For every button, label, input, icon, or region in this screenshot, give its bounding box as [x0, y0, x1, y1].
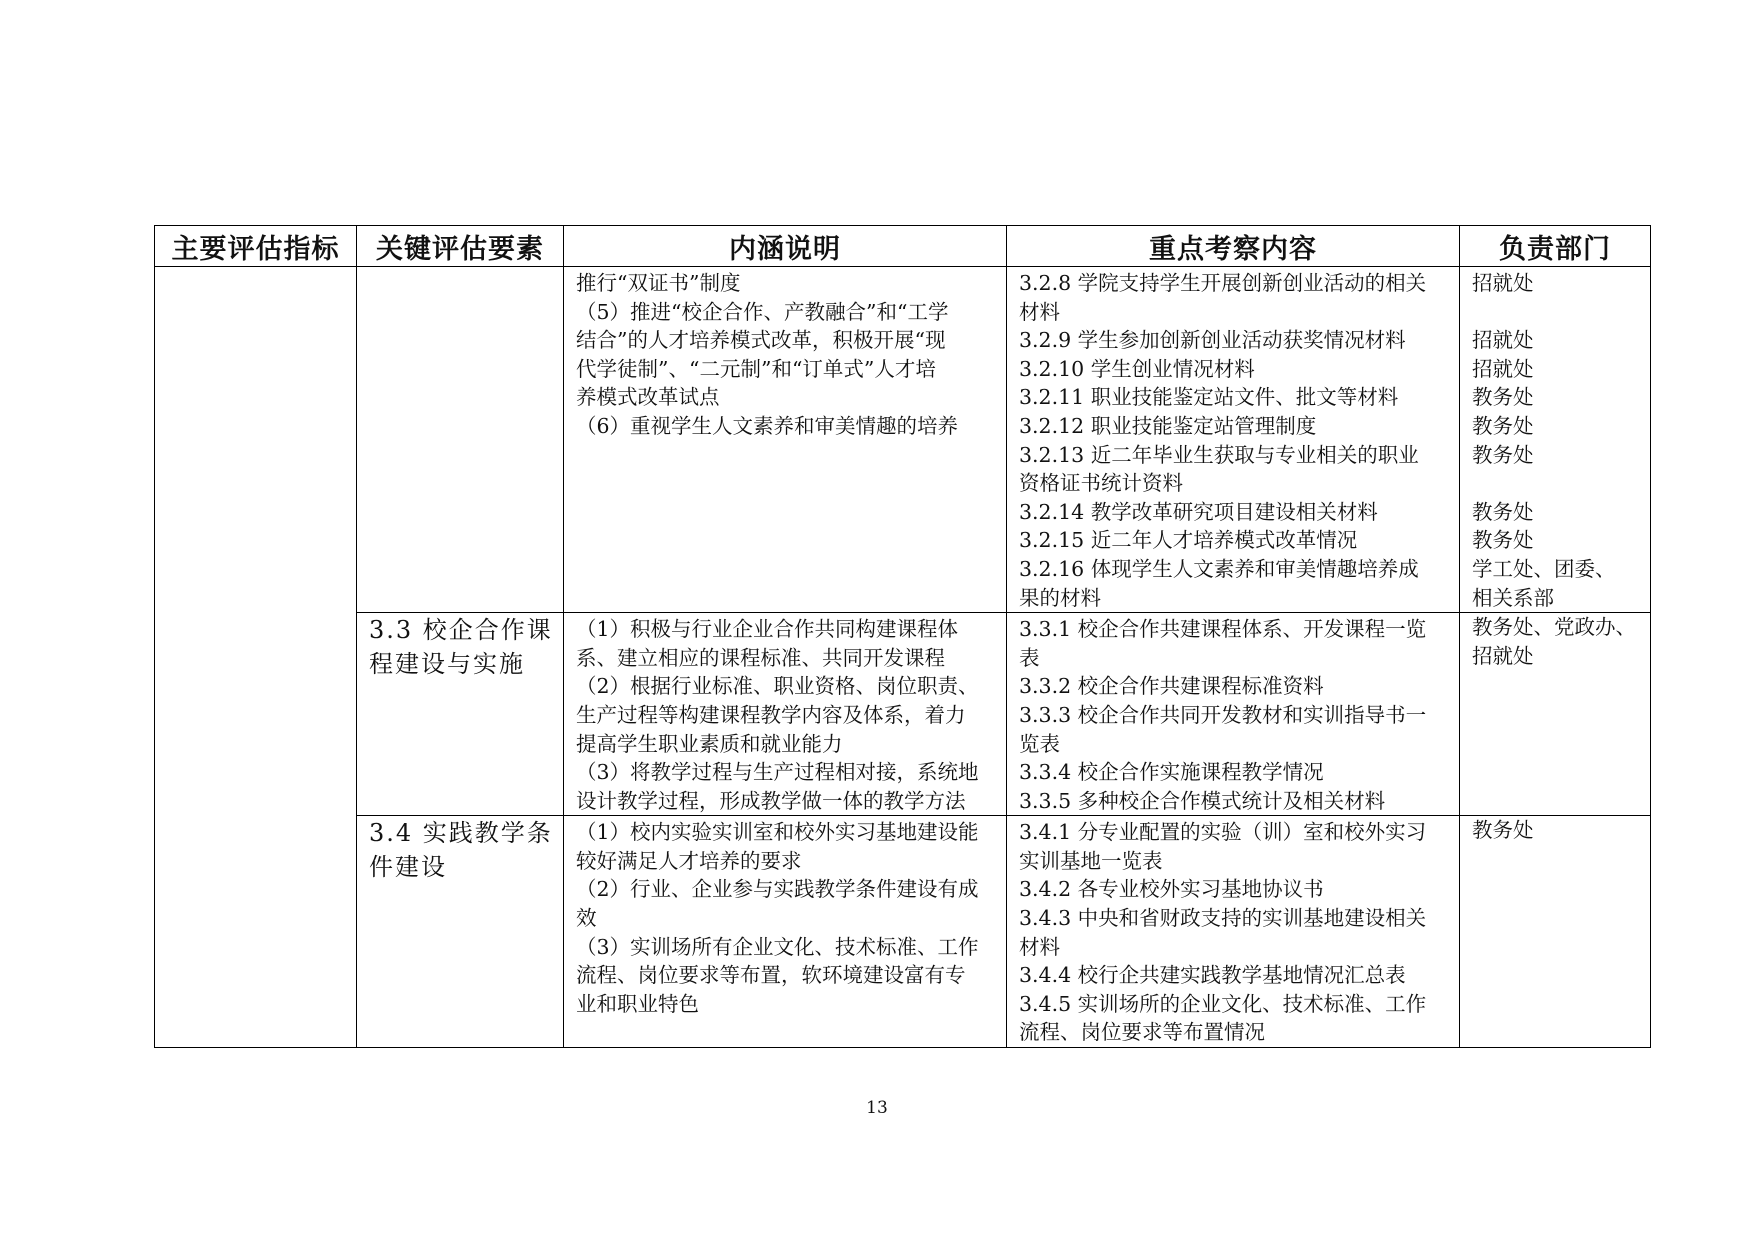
department-line: 学工处、团委、	[1472, 556, 1616, 581]
inspection-line: 3.3.4 校企合作实施课程教学情况	[1019, 760, 1324, 785]
inspection-line: 3.2.8 学院支持学生开展创新创业活动的相关	[1019, 271, 1427, 295]
element-line: 3.3 校企合作课	[369, 616, 553, 645]
inspection-line: 3.3.5 多种校企合作模式统计及相关材料	[1019, 788, 1386, 813]
inspection-line: 3.2.11 职业技能鉴定站文件、批文等材料	[1019, 385, 1399, 410]
element-line: 程建设与实施	[369, 650, 525, 679]
description-line: 流程、岗位要求等布置，软环境建设富有专	[576, 963, 966, 988]
table-row	[155, 816, 1651, 1048]
description-line: 代学徒制”、“二元制”和“订单式”人才培	[576, 356, 936, 381]
department-line: 招就处	[1472, 643, 1534, 668]
description-line: （1）校内实验实训室和校外实习基地建设能	[576, 820, 979, 845]
department-line: 教务处	[1472, 499, 1534, 524]
inspection-line: 3.2.14 教学改革研究项目建设相关材料	[1019, 499, 1378, 524]
description-line: （2）行业、企业参与实践教学条件建设有成	[576, 877, 979, 902]
element-cell	[357, 613, 564, 816]
inspection-line: 材料	[1019, 299, 1060, 324]
inspection-line: 3.3.3 校企合作共同开发教材和实训指导书一	[1019, 702, 1427, 727]
header-description: 内涵说明	[564, 226, 1007, 267]
header-inspection: 重点考察内容	[1007, 226, 1460, 267]
department-line: 招就处	[1472, 356, 1534, 381]
table-row	[155, 267, 1651, 613]
description-line: （5）推进“校企合作、产教融合”和“工学	[576, 299, 949, 324]
department-line: 教务处	[1472, 413, 1534, 438]
department-line: 教务处、党政办、	[1472, 615, 1636, 640]
inspection-line: 3.4.4 校行企共建实践教学基地情况汇总表	[1019, 963, 1406, 988]
description-line: 设计教学过程，形成教学做一体的教学方法	[576, 788, 966, 813]
table-row	[155, 613, 1651, 816]
description-line: （3）将教学过程与生产过程相对接，系统地	[576, 760, 979, 785]
inspection-line: 表	[1019, 645, 1040, 670]
indicator-cell	[155, 267, 357, 1048]
element-cell	[357, 816, 564, 1048]
header-element: 关键评估要素	[357, 226, 564, 267]
inspection-line: 资格证书统计资料	[1019, 471, 1183, 496]
department-line: 教务处	[1472, 442, 1534, 467]
description-line: 结合”的人才培养模式改革，积极开展“现	[576, 328, 946, 353]
evaluation-table	[154, 225, 1651, 1048]
description-line: 业和职业特色	[576, 991, 699, 1016]
department-line: 教务处	[1472, 818, 1534, 843]
description-line: （1）积极与行业企业合作共同构建课程体	[576, 617, 959, 642]
inspection-cell	[1007, 267, 1460, 613]
element-cell	[357, 267, 564, 613]
inspection-line: 3.3.1 校企合作共建课程体系、开发课程一览	[1019, 617, 1427, 642]
department-cell	[1460, 267, 1651, 613]
description-line: 较好满足人才培养的要求	[576, 848, 802, 873]
description-line: 系、建立相应的课程标准、共同开发课程	[576, 645, 945, 670]
description-cell	[564, 816, 1007, 1048]
inspection-cell	[1007, 613, 1460, 816]
inspection-line: 流程、岗位要求等布置情况	[1019, 1020, 1265, 1045]
header-department: 负责部门	[1460, 226, 1651, 267]
description-line: （6）重视学生人文素养和审美情趣的培养	[576, 413, 959, 438]
description-line: 生产过程等构建课程教学内容及体系，着力	[576, 702, 966, 727]
description-line: 效	[576, 906, 597, 931]
description-line: 养模式改革试点	[576, 385, 720, 410]
inspection-cell	[1007, 816, 1460, 1048]
inspection-line: 3.2.9 学生参加创新创业活动获奖情况材料	[1019, 328, 1406, 353]
description-line: 推行“双证书”制度	[576, 271, 741, 295]
inspection-line: 3.4.3 中央和省财政支持的实训基地建设相关	[1019, 906, 1427, 931]
inspection-line: 3.4.5 实训场所的企业文化、技术标准、工作	[1019, 991, 1427, 1016]
department-line: 招就处	[1472, 328, 1534, 353]
inspection-line: 3.2.16 体现学生人文素养和审美情趣培养成	[1019, 556, 1419, 581]
inspection-line: 果的材料	[1019, 585, 1101, 610]
inspection-line: 3.2.13 近二年毕业生获取与专业相关的职业	[1019, 442, 1419, 467]
department-line: 招就处	[1472, 271, 1534, 295]
department-cell	[1460, 613, 1651, 816]
inspection-line: 3.2.10 学生创业情况材料	[1019, 356, 1255, 381]
table-header-row	[155, 226, 1651, 267]
description-line: 提高学生职业素质和就业能力	[576, 731, 843, 756]
description-line: （2）根据行业标准、职业资格、岗位职责、	[576, 674, 979, 699]
department-line: 教务处	[1472, 528, 1534, 553]
element-line: 3.4 实践教学条	[369, 819, 553, 848]
inspection-line: 3.4.2 各专业校外实习基地协议书	[1019, 877, 1324, 902]
department-line: 教务处	[1472, 385, 1534, 410]
inspection-line: 实训基地一览表	[1019, 848, 1163, 873]
page-number: 13	[866, 1098, 888, 1118]
inspection-line: 览表	[1019, 731, 1060, 756]
description-line: （3）实训场所有企业文化、技术标准、工作	[576, 934, 979, 959]
department-cell	[1460, 816, 1651, 1048]
element-line: 件建设	[369, 853, 447, 882]
inspection-line: 3.2.15 近二年人才培养模式改革情况	[1019, 528, 1358, 553]
inspection-line: 3.3.2 校企合作共建课程标准资料	[1019, 674, 1324, 699]
description-cell	[564, 267, 1007, 613]
inspection-line: 3.4.1 分专业配置的实验（训）室和校外实习	[1019, 820, 1427, 845]
inspection-line: 3.2.12 职业技能鉴定站管理制度	[1019, 413, 1317, 438]
header-indicator: 主要评估指标	[155, 226, 357, 267]
department-line: 相关系部	[1472, 585, 1554, 610]
inspection-line: 材料	[1019, 934, 1060, 959]
description-cell	[564, 613, 1007, 816]
